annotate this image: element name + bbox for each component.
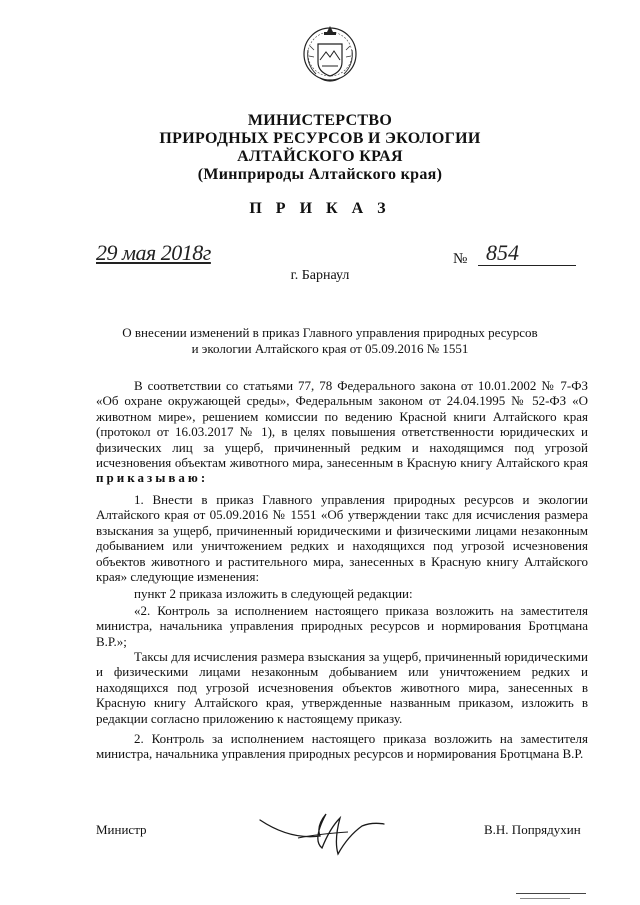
- document-type: П Р И К А З: [249, 200, 391, 217]
- document-subject: О внесении изменений в приказ Главного управления природных ресурсов и экологии Алтайского края от 05.09.2016 № 1551: [122, 325, 538, 356]
- ministry-name-line-1: МИНИСТЕРСТВО: [247, 112, 393, 129]
- number-underline: [478, 265, 576, 266]
- ministry-short-name: (Минприроды Алтайского края): [197, 166, 443, 183]
- ministry-name-line-2: ПРИРОДНЫХ РЕСУРСОВ И ЭКОЛОГИИ: [159, 130, 481, 147]
- order-word: приказываю:: [96, 470, 209, 486]
- paragraph-rates: Таксы для исчисления размера взыскания за ущерб, причиненный юридическими и физическими лицами незаконным добыванием или уничтожением редких и находящихся под угрозой исчезновения объектов животного мира, занесенных в Красную книгу Алтайского края, утвержденные названным приказом, изложить в редакции согласно приложению к настоящему приказу.: [96, 649, 588, 726]
- signatory-name: В.Н. Попрядухин: [484, 822, 581, 837]
- ministry-name-line-3: АЛТАЙСКОГО КРАЯ: [237, 148, 403, 165]
- paragraph-item-1-sub: пункт 2 приказа изложить в следующей редакции:: [134, 586, 413, 601]
- paragraph-item-2: 2. Контроль за исполнением настоящего приказа возложить на заместителя министра, начальника управления природных ресурсов и нормирования Бротцмана В.Р.: [96, 731, 588, 762]
- margin-mark: [520, 898, 570, 899]
- preamble-text: В соответствии со статьями 77, 78 Федерального закона от 10.01.2002 № 7-ФЗ «Об охране окружающей среды», Федеральным законом от 24.04.1995 № 52-ФЗ «О животном мире», решением комиссии по ведению Красной книги Алтайского края (протокол от 16.03.2017 № 1), в целях повышения ответственности юридических и физических лиц за ущерб, причиненный редким и находящимся под угрозой исчезновения объектам животного мира, занесенным в Красную книгу Алтайского края: [96, 378, 588, 471]
- number-sign: №: [453, 251, 468, 267]
- city: г. Барнаул: [290, 268, 350, 283]
- handwritten-date: 29 мая 2018г: [96, 240, 211, 265]
- paragraph-preamble: [96, 378, 588, 486]
- handwritten-signature: [258, 798, 388, 858]
- handwritten-number: 854: [486, 240, 519, 265]
- paragraph-quoted-item-2: «2. Контроль за исполнением настоящего приказа возложить на заместителя министра, начальника управления природных ресурсов и нормирования Бротцмана В.Р.»;: [96, 603, 588, 649]
- paragraph-item-1: 1. Внести в приказ Главного управления природных ресурсов и экологии Алтайского края от 05.09.2016 № 1551 «Об утверждении такс для исчисления размера взыскания за ущерб, причиненный юридическими и физическими лицами незаконным добыванием или уничтожением редких и находящихся под угрозой исчезновения объектов животного и растительного мира, занесенных в Красную книгу Алтайского края» следующие изменения:: [96, 492, 588, 585]
- margin-mark: [516, 893, 586, 894]
- coat-of-arms-icon: [300, 20, 360, 90]
- signatory-position: Министр: [96, 822, 147, 837]
